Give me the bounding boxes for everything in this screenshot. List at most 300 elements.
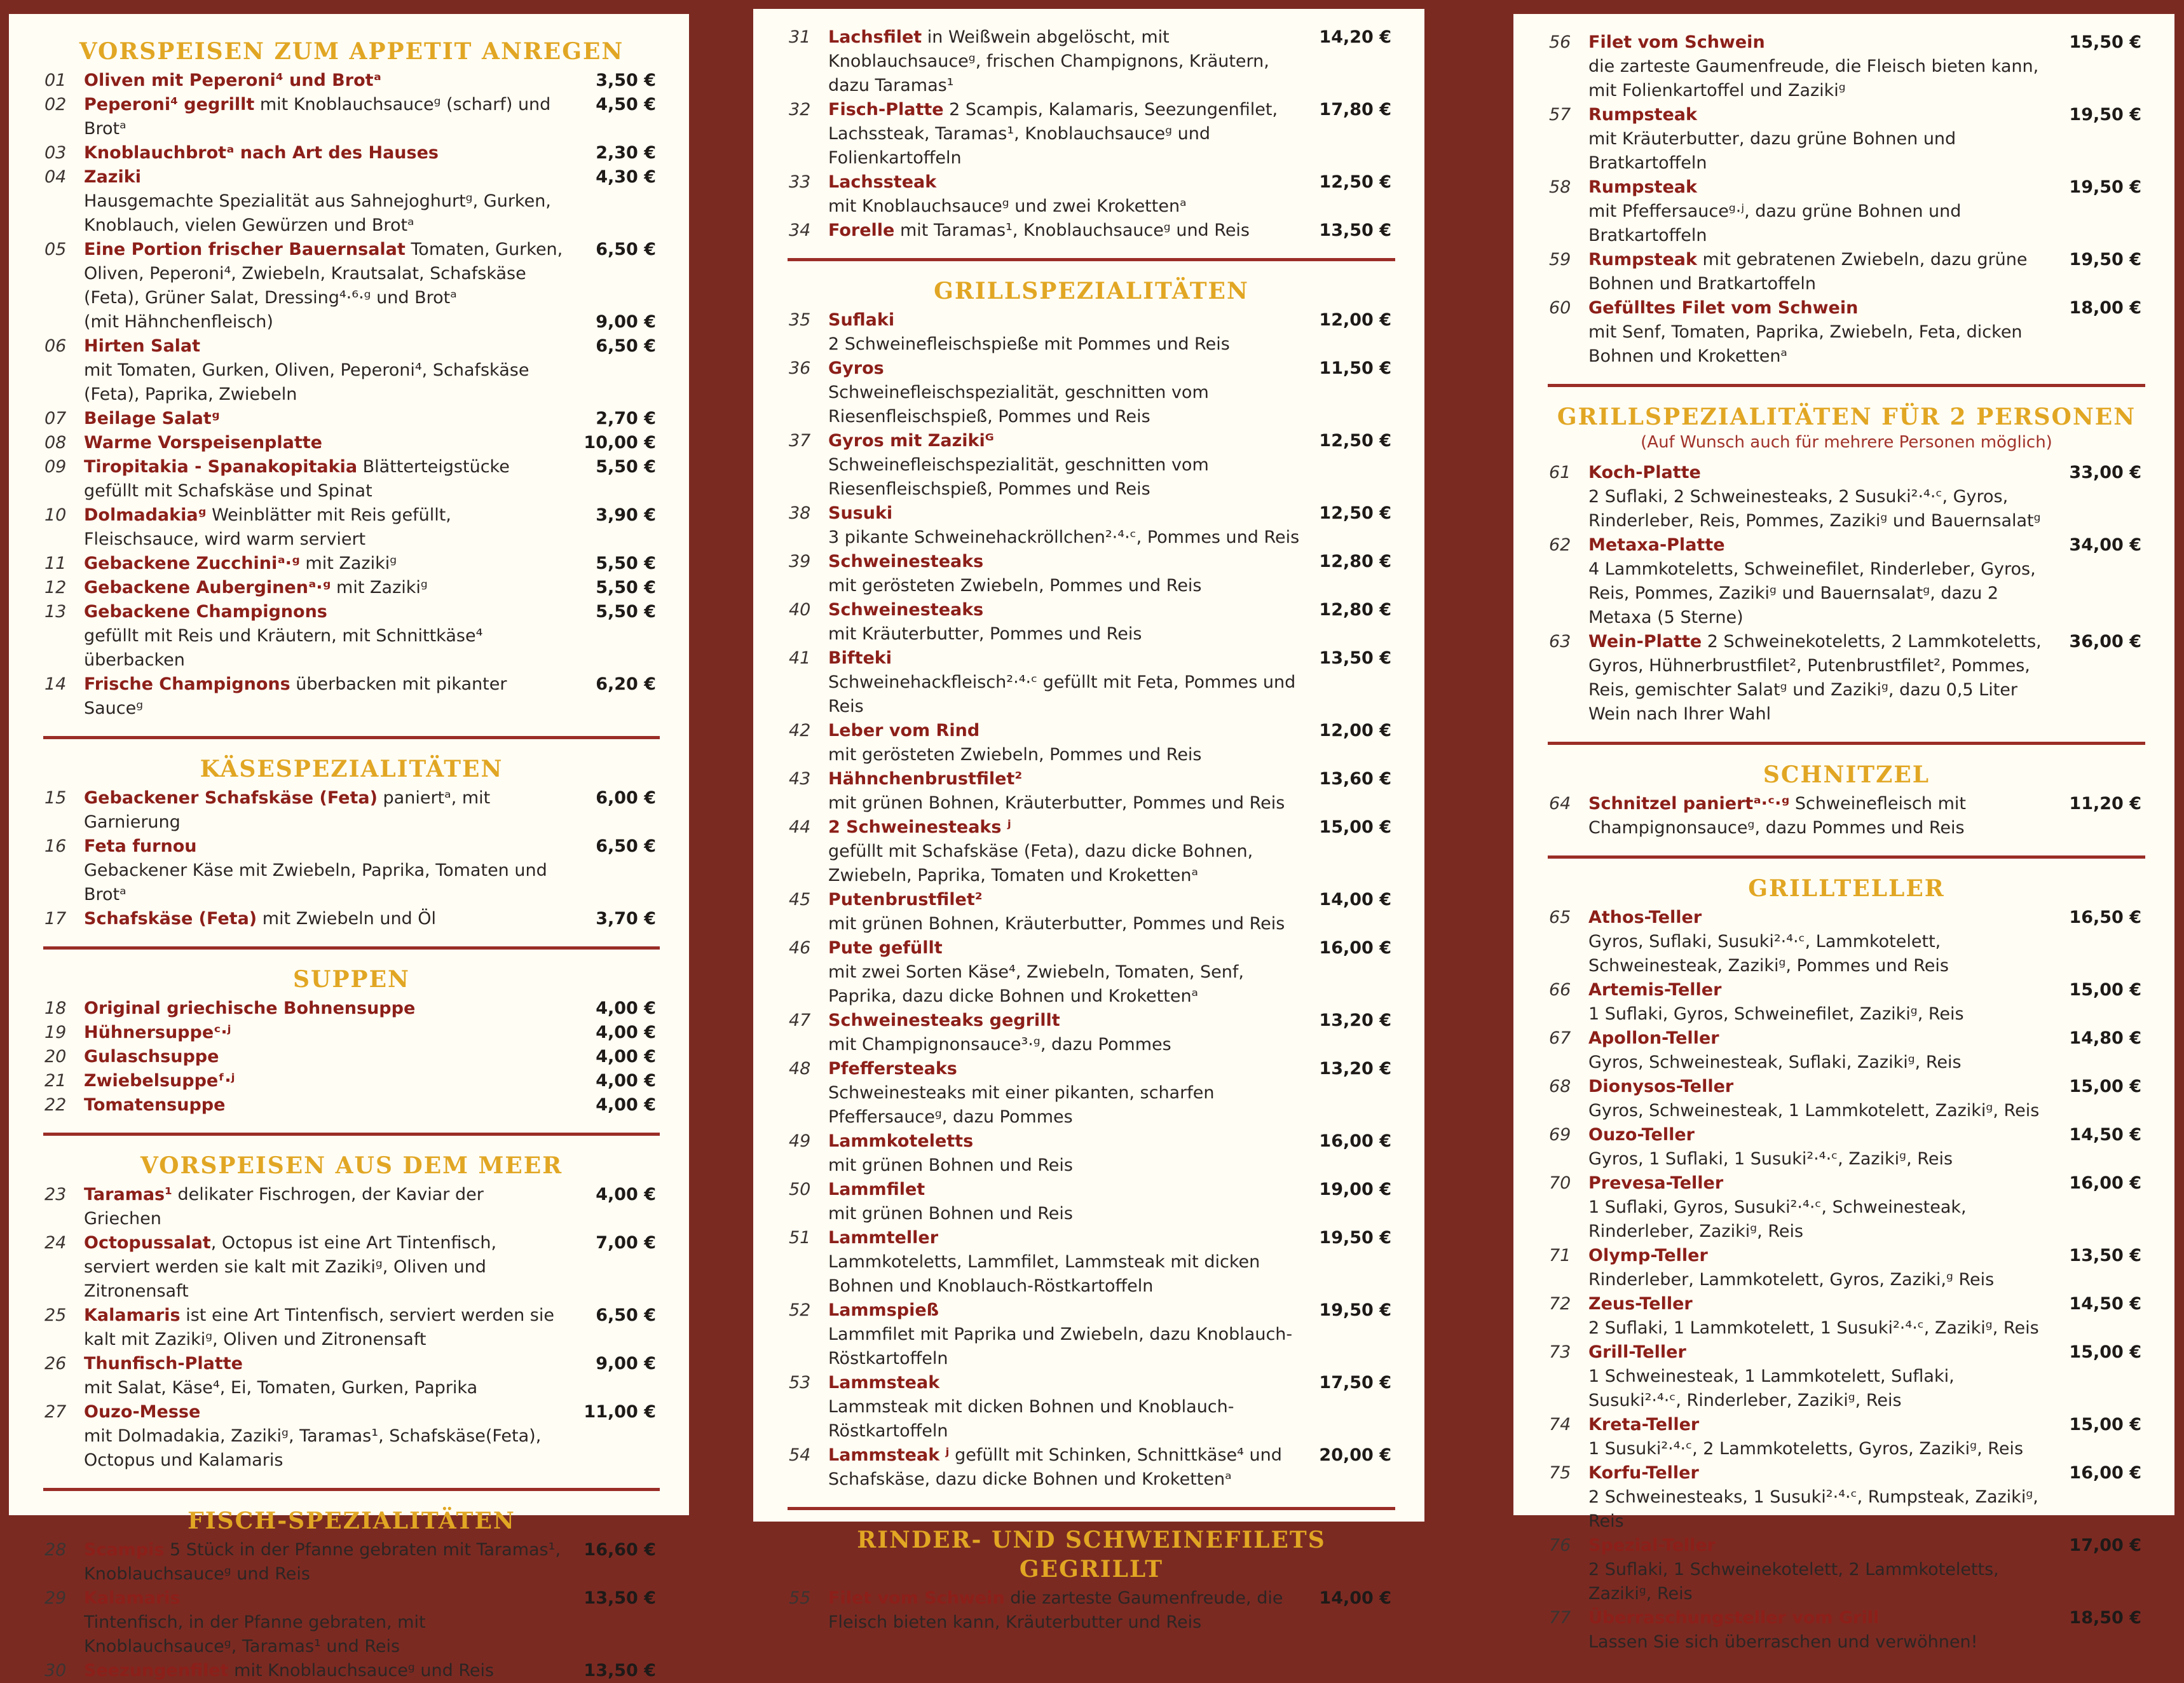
item-price: 3,90 €: [596, 505, 656, 525]
section-divider: [1548, 855, 2145, 859]
item-price: 13,50 €: [2069, 1246, 2141, 1265]
item-number: 62: [1549, 535, 1571, 555]
item-description: mit Zazikiᵍ: [331, 578, 428, 597]
item-name: Forelle: [828, 221, 895, 240]
item-name: Schweinesteaks: [828, 600, 984, 620]
menu-item: [44, 455, 656, 503]
item-number: 01: [44, 71, 67, 90]
menu-item: [44, 576, 656, 600]
item-price: 2,30 €: [596, 143, 656, 163]
item-name: Putenbrustfilet²: [828, 890, 983, 910]
menu-item: [1549, 1292, 2141, 1340]
item-price: 13,60 €: [1319, 769, 1391, 789]
item-name: Olymp-Teller: [1588, 1246, 1708, 1265]
item-description: gefüllt mit Schinken, Schnittkäse⁴ und Schafskäse, dazu dicke Bohnen und Krokettenᵃ: [828, 1445, 1282, 1489]
item-name: Bifteki: [828, 648, 892, 668]
item-description: 4 Lammkoteletts, Schweinefilet, Rinderleber, Gyros, Reis, Pommes, Zazikiᵍ und Bauernsalatᵍ, dazu 2 Metaxa (5 Sterne): [1588, 559, 2036, 627]
item-number: 72: [1549, 1294, 1571, 1314]
item-name: Gebackene Champignons: [84, 602, 327, 622]
item-price: 16,00 €: [1319, 938, 1391, 958]
item-price: 14,00 €: [1319, 890, 1391, 910]
item-price: 19,50 €: [2069, 177, 2141, 197]
item-name: Schweinesteaks: [828, 552, 984, 571]
item-name: Seezungenfilet: [84, 1661, 229, 1680]
item-description: Lammsteak mit dicken Bohnen und Knoblauch-Röstkartoffeln: [828, 1397, 1234, 1441]
item-name: Hähnchenbrustfilet²: [828, 769, 1023, 789]
item-description: 2 Scampis, Kalamaris, Seezungenfilet, Lachssteak, Taramas¹, Knoblauchsauceᵍ und Folienkartoffeln: [828, 100, 1278, 168]
menu-panel-1: [9, 14, 689, 1680]
item-number: 70: [1549, 1173, 1571, 1193]
item-price: 3,50 €: [596, 71, 656, 90]
item-name: Tomatensuppe: [84, 1095, 226, 1115]
item-name: Kalamaris: [84, 1305, 181, 1325]
menu-item: [44, 1231, 656, 1304]
section-title: VORSPEISEN AUS DEM MEER: [140, 1152, 563, 1179]
item-name: 2 Schweinesteaks ʲ: [828, 817, 1011, 837]
menu-item: [791, 1226, 1391, 1298]
item-name: Kreta-Teller: [1588, 1415, 1700, 1434]
item-price: 15,00 €: [2069, 980, 2141, 1000]
item-description: mit grünen Bohnen, Kräuterbutter, Pommes und Reis: [828, 793, 1285, 813]
item-description: mit gerösteten Zwiebeln, Pommes und Reis: [828, 745, 1202, 765]
item-number: 67: [1549, 1028, 1571, 1048]
item-description: mit Tomaten, Gurken, Oliven, Peperoni⁴, Schafskäse (Feta), Paprika, Zwiebeln: [84, 360, 529, 404]
item-description: 1 Suflaki, Gyros, Susuki²·⁴·ᶜ, Schweinesteak, Rinderleber, Zazikiᵍ, Reis: [1588, 1197, 1967, 1241]
item-number: 58: [1549, 177, 1571, 197]
item-description: mit Knoblauchsauceᵍ und Reis: [228, 1661, 495, 1680]
item-description: 1 Schweinesteak, 1 Lammkotelett, Suflaki, Susuki²·⁴·ᶜ, Rinderleber, Zazikiᵍ, Reis: [1588, 1366, 1955, 1410]
item-number: 36: [789, 358, 811, 378]
item-number: 34: [789, 221, 811, 240]
item-number: 48: [789, 1059, 811, 1079]
menu-item: [44, 334, 656, 407]
item-name: Lammsteak ʲ: [828, 1445, 950, 1465]
item-name: Spezial-Teller: [1588, 1536, 1716, 1555]
item-name: Leber vom Rind: [828, 721, 980, 740]
item-name: Knoblauchbrotᵃ nach Art des Hauses: [84, 143, 439, 163]
item-number: 26: [44, 1354, 67, 1373]
item-number: 32: [789, 100, 811, 119]
menu-panel-3: [1513, 14, 2174, 1652]
item-description: die zarteste Gaumenfreude, die Fleisch bieten kann, mit Folienkartoffel und Zazikiᵍ: [1588, 57, 2039, 100]
menu-item: [44, 93, 656, 141]
item-name: Ouzo-Teller: [1588, 1125, 1695, 1145]
item-price: 15,00 €: [2069, 1415, 2141, 1434]
item-number: 64: [1549, 794, 1571, 814]
item-description: delikater Fischrogen, der Kaviar der Griechen: [84, 1185, 484, 1229]
item-price: 4,00 €: [596, 1047, 656, 1066]
item-description: 2 Suflaki, 1 Lammkotelett, 1 Susuki²·⁴·ᶜ, Zazikiᵍ, Reis: [1588, 1318, 2039, 1338]
item-price: 12,50 €: [1319, 172, 1391, 192]
item-number: 69: [1549, 1125, 1571, 1145]
item-price: 17,00 €: [2069, 1536, 2141, 1555]
item-description: mit Taramas¹, Knoblauchsauceᵍ und Reis: [894, 221, 1250, 240]
item-price: 17,80 €: [1319, 100, 1391, 119]
item-description: paniertᵃ, mit Garnierung: [84, 788, 491, 832]
item-price: 6,00 €: [596, 788, 656, 808]
item-name: Feta furnou: [84, 836, 197, 856]
menu-item: [791, 219, 1391, 243]
item-number: 25: [44, 1305, 67, 1325]
menu-item: [791, 719, 1391, 767]
menu-item: [791, 1443, 1391, 1492]
menu-item: [791, 357, 1391, 429]
item-number: 12: [44, 578, 67, 597]
item-price: 15,00 €: [1319, 817, 1391, 837]
item-price: 9,00 €: [596, 312, 656, 332]
item-number: 52: [789, 1300, 811, 1320]
item-number: 63: [1549, 632, 1571, 651]
item-number: 68: [1549, 1077, 1571, 1096]
item-price: 11,50 €: [1319, 358, 1391, 378]
item-description: Schweinefleischspezialität, geschnitten vom Riesenfleischspieß, Pommes und Reis: [828, 455, 1209, 499]
item-price: 15,50 €: [2069, 32, 2141, 52]
item-price: 6,50 €: [596, 836, 656, 856]
item-name: Schweinesteaks gegrillt: [828, 1011, 1060, 1030]
item-name: Gefülltes Filet vom Schwein: [1588, 298, 1859, 318]
item-price: 19,50 €: [2069, 105, 2141, 125]
item-description: Gyros, Schweinesteak, Suflaki, Zazikiᵍ, Reis: [1588, 1053, 1962, 1072]
item-number: 29: [44, 1588, 67, 1608]
menu-item: [44, 552, 656, 576]
menu-item: [791, 1586, 1391, 1635]
item-description: Schweinefleischspezialität, geschnitten vom Riesenfleischspieß, Pommes und Reis: [828, 383, 1209, 426]
item-number: 06: [44, 336, 67, 356]
item-number: 33: [789, 172, 811, 192]
section-divider: [43, 736, 660, 739]
menu-item: [1549, 630, 2141, 726]
item-name: Wein-Platte: [1588, 632, 1702, 651]
item-name: Suflaki: [828, 310, 895, 330]
item-price: 14,00 €: [1319, 1588, 1391, 1608]
item-price: 15,00 €: [2069, 1077, 2141, 1096]
menu-item: [1549, 1413, 2141, 1461]
menu-item: [44, 1021, 656, 1045]
item-price: 20,00 €: [1319, 1445, 1391, 1465]
item-name: Scampis: [84, 1540, 165, 1560]
item-price: 34,00 €: [2069, 535, 2141, 555]
item-price: 18,00 €: [2069, 298, 2141, 318]
item-description: 5 Stück in der Pfanne gebraten mit Taramas¹, Knoblauchsauceᵍ und Reis: [84, 1540, 561, 1584]
item-name: Metaxa-Platte: [1588, 535, 1725, 555]
item-description: mit Kräuterbutter, Pommes und Reis: [828, 624, 1142, 644]
menu-item: [1549, 1461, 2141, 1534]
menu-item: [44, 165, 656, 238]
item-price: 13,50 €: [1319, 648, 1391, 668]
menu-item: [1549, 296, 2141, 369]
item-price: 9,00 €: [596, 1354, 656, 1373]
item-description: mit grünen Bohnen und Reis: [828, 1155, 1073, 1175]
item-description: mit Salat, Käse⁴, Ei, Tomaten, Gurken, Paprika: [84, 1378, 478, 1398]
menu-item: [791, 767, 1391, 815]
menu-item: [791, 598, 1391, 646]
item-price: 12,50 €: [1319, 503, 1391, 523]
item-price: 7,00 €: [596, 1233, 656, 1253]
item-price: 12,80 €: [1319, 552, 1391, 571]
item-price: 16,00 €: [2069, 1173, 2141, 1193]
item-price: 5,50 €: [596, 457, 656, 477]
item-price: 6,50 €: [596, 1305, 656, 1325]
item-name: Original griechische Bohnensuppe: [84, 998, 416, 1018]
menu-item: [1549, 1244, 2141, 1292]
item-description: mit Champignonsauce³·ᵍ, dazu Pommes: [828, 1035, 1171, 1054]
item-price: 4,00 €: [596, 998, 656, 1018]
item-description: Lammkoteletts, Lammfilet, Lammsteak mit dicken Bohnen und Knoblauch-Röstkartoffeln: [828, 1252, 1260, 1296]
item-price: 16,00 €: [1319, 1131, 1391, 1151]
item-description: 2 Schweinefleischspieße mit Pommes und Reis: [828, 334, 1230, 354]
item-number: 54: [789, 1445, 811, 1465]
item-price: 16,60 €: [584, 1540, 656, 1560]
section-title: GRILLTELLER: [1748, 875, 1945, 902]
menu-item: [44, 1183, 656, 1231]
item-number: 23: [44, 1185, 67, 1204]
item-name: Thunfisch-Platte: [84, 1354, 243, 1373]
item-name: Ouzo-Messe: [84, 1402, 201, 1422]
item-name: Fisch-Platte: [828, 100, 944, 119]
menu-panel-2: [753, 9, 1424, 1632]
section-title: VORSPEISEN ZUM APPETIT ANREGEN: [79, 38, 624, 65]
menu-item: [1549, 461, 2141, 533]
item-number: 71: [1549, 1246, 1571, 1265]
section-divider: [1548, 384, 2145, 387]
item-number: 59: [1549, 250, 1571, 269]
item-price: 13,50 €: [584, 1588, 656, 1608]
item-name: Überraschungsteller vom Grill: [1588, 1608, 1880, 1628]
item-description: (mit Hähnchenfleisch): [84, 312, 273, 332]
item-name: Oliven mit Peperoni⁴ und Brotᵃ: [84, 71, 381, 90]
menu-item: [1549, 1123, 2141, 1171]
menu-item: [44, 1400, 656, 1473]
item-name: Filet vom Schwein: [828, 1588, 1005, 1608]
item-price: 16,50 €: [2069, 908, 2141, 927]
menu-item: [791, 815, 1391, 888]
menu-item: [44, 1586, 656, 1659]
item-number: 39: [789, 552, 811, 571]
item-number: 19: [44, 1023, 67, 1042]
menu-item: [44, 1304, 656, 1352]
item-name: Beilage Salatᵍ: [84, 409, 220, 428]
item-price: 19,00 €: [1319, 1180, 1391, 1199]
menu-item: [44, 238, 656, 310]
item-description: Schweinehackfleisch²·⁴·ᶜ gefüllt mit Feta, Pommes und Reis: [828, 672, 1296, 716]
item-price: 11,00 €: [584, 1402, 656, 1422]
item-number: 22: [44, 1095, 67, 1115]
item-name: Hühnersuppeᶜ·ʲ: [84, 1023, 231, 1042]
item-name: Artemis-Teller: [1588, 980, 1722, 1000]
item-name: Athos-Teller: [1588, 908, 1702, 927]
item-name: Rumpsteak: [1588, 105, 1697, 125]
item-number: 13: [44, 602, 67, 622]
item-description: 3 pikante Schweinehackröllchen²·⁴·ᶜ, Pommes und Reis: [828, 528, 1300, 547]
item-price: 19,50 €: [2069, 250, 2141, 269]
section-divider: [43, 1488, 660, 1491]
section-divider: [788, 258, 1395, 261]
item-number: 51: [789, 1228, 811, 1248]
item-price: 33,00 €: [2069, 463, 2141, 482]
item-name: Zeus-Teller: [1588, 1294, 1693, 1314]
item-name: Gebackene Zucchiniᵃ·ᵍ: [84, 554, 300, 573]
item-price: 4,00 €: [596, 1023, 656, 1042]
item-number: 61: [1549, 463, 1571, 482]
item-description: mit Knoblauchsauceᵍ (scharf) und Brotᵃ: [84, 95, 551, 139]
item-number: 56: [1549, 32, 1571, 52]
menu-item: [1549, 1026, 2141, 1075]
item-price: 10,00 €: [584, 433, 656, 453]
item-number: 03: [44, 143, 67, 163]
item-name: Zwiebelsuppeᶠ·ʲ: [84, 1071, 235, 1091]
item-name: Octopussalat: [84, 1233, 211, 1253]
item-description: gefüllt mit Schafskäse (Feta), dazu dicke Bohnen, Zwiebeln, Paprika, Tomaten und Krokettenᵃ: [828, 842, 1253, 885]
item-number: 74: [1549, 1415, 1571, 1434]
item-description: mit zwei Sorten Käse⁴, Zwiebeln, Tomaten, Senf, Paprika, dazu dicke Bohnen und Krokettenᵃ: [828, 962, 1244, 1006]
item-number: 45: [789, 890, 811, 910]
item-description: Schweinesteaks mit einer pikanten, scharfen Pfeffersauceᵍ, dazu Pommes: [828, 1083, 1215, 1127]
item-description: Schweinefleisch mit Champignonsauceᵍ, dazu Pommes und Reis: [1588, 794, 1966, 838]
menu-item: [791, 1298, 1391, 1371]
menu-item: [1549, 978, 2141, 1026]
item-number: 66: [1549, 980, 1571, 1000]
item-description: mit Zwiebeln und Öl: [257, 909, 437, 929]
menu-item: [1549, 906, 2141, 978]
item-price: 12,80 €: [1319, 600, 1391, 620]
item-number: 73: [1549, 1342, 1571, 1362]
section-divider: [43, 946, 660, 950]
item-number: 60: [1549, 298, 1571, 318]
item-name: Kalamaris: [84, 1588, 181, 1608]
section-divider: [43, 1133, 660, 1136]
menu-item: [791, 550, 1391, 598]
item-description: 1 Susuki²·⁴·ᶜ, 2 Lammkoteletts, Gyros, Zazikiᵍ, Reis: [1588, 1439, 2024, 1459]
menu-item: [1549, 792, 2141, 840]
item-description: mit Zazikiᵍ: [299, 554, 397, 573]
item-name: Koch-Platte: [1588, 463, 1701, 482]
item-description: Gyros, Schweinesteak, 1 Lammkotelett, Zazikiᵍ, Reis: [1588, 1101, 2040, 1121]
item-number: 37: [789, 431, 811, 451]
menu-item: [791, 646, 1391, 719]
item-description: Hausgemachte Spezialität aus Sahnejoghurtᵍ, Gurken, Knoblauch, vielen Gewürzen und Brotᵃ: [84, 191, 551, 235]
section-subtitle: (Auf Wunsch auch für mehrere Personen möglich): [1641, 433, 2052, 452]
item-description: Blätterteigstücke gefüllt mit Schafskäse und Spinat: [84, 457, 510, 501]
item-name: Hirten Salat: [84, 336, 201, 356]
item-description: mit gerösteten Zwiebeln, Pommes und Reis: [828, 576, 1202, 596]
item-price: 19,50 €: [1319, 1228, 1391, 1248]
item-name: Korfu-Teller: [1588, 1463, 1699, 1483]
menu-item: [791, 501, 1391, 550]
item-number: 76: [1549, 1536, 1571, 1555]
item-number: 65: [1549, 908, 1571, 927]
item-description: 2 Suflaki, 1 Schweinekotelett, 2 Lammkoteletts, Zazikiᵍ, Reis: [1588, 1560, 1999, 1604]
item-number: 07: [44, 409, 67, 428]
menu-item: [1549, 248, 2141, 296]
item-name: Zaziki: [84, 167, 141, 187]
item-price: 4,00 €: [596, 1185, 656, 1204]
item-description: Gyros, Suflaki, Susuki²·⁴·ᶜ, Lammkotelett, Schweinesteak, Zazikiᵍ, Pommes und Reis: [1588, 932, 1949, 976]
item-name: Tiropitakia - Spanakopitakia: [84, 457, 358, 477]
item-name: Schnitzel paniertᵃ·ᶜ·ᵍ: [1588, 794, 1790, 814]
item-name: Rumpsteak: [1588, 177, 1697, 197]
item-number: 42: [789, 721, 811, 740]
item-price: 4,00 €: [596, 1095, 656, 1115]
menu-item: [44, 407, 656, 431]
item-description: , Octopus ist eine Art Tintenfisch, serviert werden sie kalt mit Zazikiᵍ, Oliven und Zitronensaft: [84, 1233, 497, 1301]
item-name: Filet vom Schwein: [1588, 32, 1765, 52]
item-name: Taramas¹: [84, 1185, 172, 1204]
menu-item: [44, 141, 656, 165]
section-title: RINDER- UND SCHWEINEFILETS GEGRILLT: [857, 1527, 1326, 1583]
item-description: Gebackener Käse mit Zwiebeln, Paprika, Tomaten und Brotᵃ: [84, 861, 547, 904]
item-price: 4,30 €: [596, 167, 656, 187]
item-price: 5,50 €: [596, 602, 656, 622]
item-price: 6,50 €: [596, 240, 656, 259]
item-price: 11,20 €: [2069, 794, 2141, 814]
section-title: GRILLSPEZIALITÄTEN: [934, 278, 1249, 304]
item-name: Grill-Teller: [1588, 1342, 1686, 1362]
item-name: Gebackener Schafskäse (Feta): [84, 788, 378, 808]
menu-item: [44, 1045, 656, 1069]
item-price: 6,50 €: [596, 336, 656, 356]
item-price: 36,00 €: [2069, 632, 2141, 651]
item-number: 05: [44, 240, 67, 259]
menu-item: [791, 888, 1391, 936]
menu-item: [44, 1093, 656, 1117]
item-description: Weinblätter mit Reis gefüllt, Fleischsauce, wird warm serviert: [84, 505, 451, 549]
item-name: Apollon-Teller: [1588, 1028, 1719, 1048]
item-price: 5,50 €: [596, 578, 656, 597]
item-price: 4,50 €: [596, 95, 656, 114]
item-price: 14,20 €: [1319, 27, 1391, 47]
item-number: 28: [44, 1540, 67, 1560]
item-description: Tintenfisch, in der Pfanne gebraten, mit Knoblauchsauceᵍ, Taramas¹ und Reis: [84, 1612, 426, 1656]
item-number: 08: [44, 433, 67, 453]
menu-item: [44, 997, 656, 1021]
item-name: Gyros: [828, 358, 884, 378]
menu-item: [791, 308, 1391, 357]
item-number: 09: [44, 457, 67, 477]
item-price: 16,00 €: [2069, 1463, 2141, 1483]
menu-item: [791, 1009, 1391, 1057]
item-price: 12,50 €: [1319, 431, 1391, 451]
item-description: mit Dolmadakia, Zazikiᵍ, Taramas¹, Schafskäse(Feta), Octopus und Kalamaris: [84, 1426, 542, 1470]
item-price: 5,50 €: [596, 554, 656, 573]
item-number: 53: [789, 1373, 811, 1393]
section-title: FISCH-SPEZIALITÄTEN: [188, 1508, 515, 1534]
item-number: 02: [44, 95, 67, 114]
item-price: 13,20 €: [1319, 1011, 1391, 1030]
item-name: Pfeffersteaks: [828, 1059, 957, 1079]
item-name: Lammfilet: [828, 1180, 925, 1199]
item-number: 57: [1549, 105, 1571, 125]
item-number: 40: [789, 600, 811, 620]
menu-item: [44, 503, 656, 552]
item-number: 46: [789, 938, 811, 958]
item-description: Tomaten, Gurken, Oliven, Peperoni⁴, Zwiebeln, Krautsalat, Schafskäse (Feta), Grüner Salat, Dressing⁴·⁶·ᵍ und Brotᵃ: [84, 240, 563, 308]
item-description: Rinderleber, Lammkotelett, Gyros, Zaziki,ᵍ Reis: [1588, 1270, 1995, 1290]
item-description: überbacken mit pikanter Sauceᵍ: [84, 674, 507, 718]
menu-item: [791, 25, 1391, 98]
item-price: 12,00 €: [1319, 721, 1391, 740]
menu-item: [44, 1659, 656, 1683]
item-number: 50: [789, 1180, 811, 1199]
menu-item: [1549, 1075, 2141, 1123]
item-number: 44: [789, 817, 811, 837]
section-divider: [1548, 742, 2145, 745]
item-number: 75: [1549, 1463, 1571, 1483]
item-price: 13,50 €: [1319, 221, 1391, 240]
item-name: Lammspieß: [828, 1300, 939, 1320]
menu-item: [791, 429, 1391, 501]
item-number: 21: [44, 1071, 67, 1091]
menu-item: [791, 1178, 1391, 1226]
